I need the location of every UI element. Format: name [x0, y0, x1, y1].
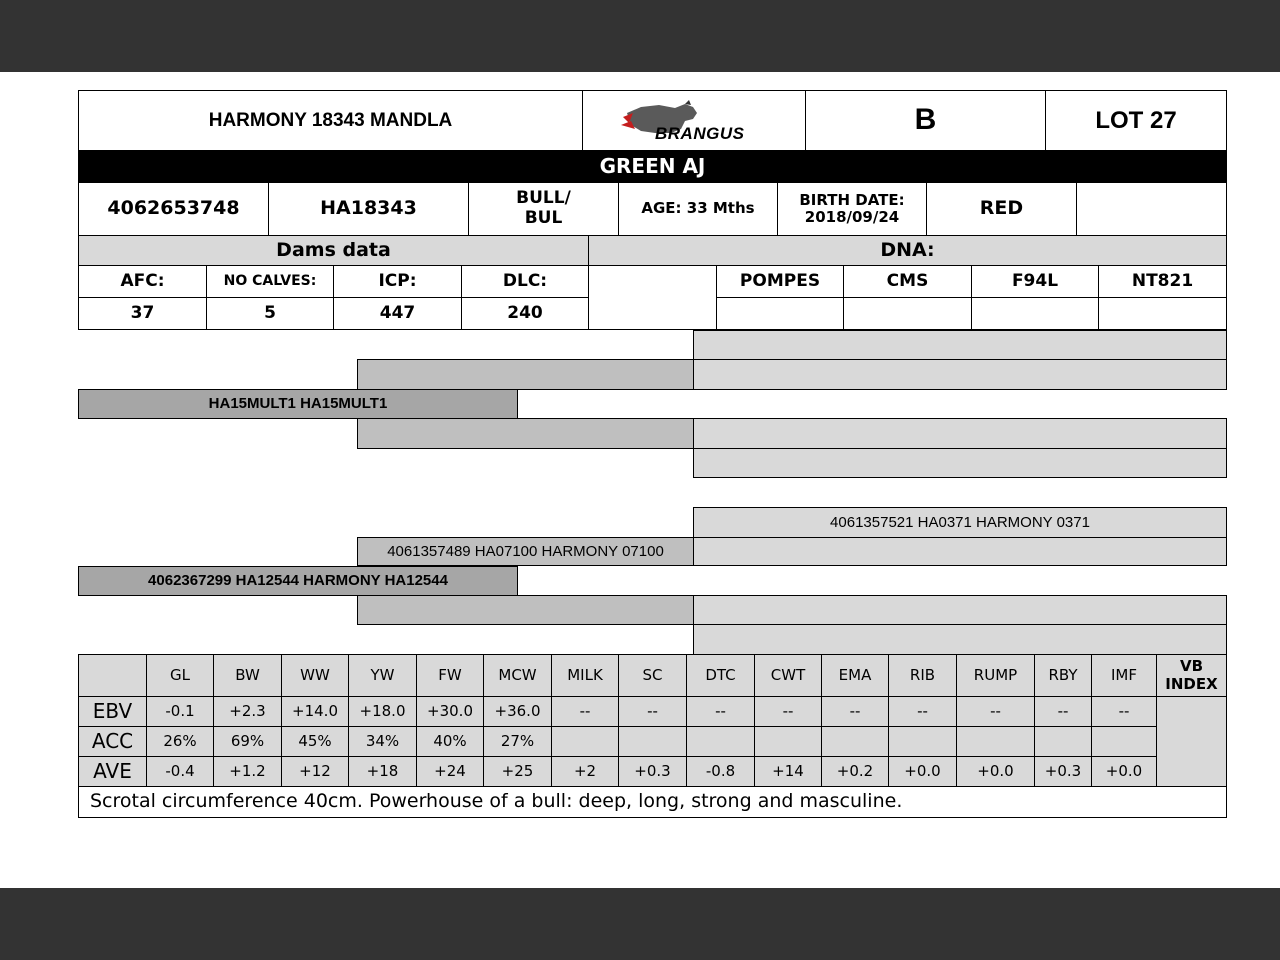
trait-value-ave-rib: +0.0 [888, 756, 957, 787]
trait-value-ebv-cwt: -- [754, 696, 822, 727]
trait-value-ave-dtc: -0.8 [686, 756, 755, 787]
dams-value-icp: 447 [333, 297, 462, 330]
pedigree-dam-sire-sire: 4061357521 HA0371 HARMONY 0371 [693, 507, 1227, 538]
dna-header-nt821: NT821 [1098, 265, 1227, 298]
trait-value-acc-rib [888, 726, 957, 757]
sex-line-1: BULL/ [516, 188, 571, 209]
trait-header-ww: WW [281, 654, 349, 697]
colour: RED [926, 182, 1077, 236]
pedigree-dam-sire: 4061357489 HA07100 HARMONY 07100 [357, 537, 694, 566]
dna-value-pompes [716, 297, 844, 330]
registration-number: 4062653748 [78, 182, 269, 236]
pedigree-ddd [693, 624, 1227, 655]
dams-value-dlc: 240 [461, 297, 589, 330]
birth-date-cell [777, 182, 927, 236]
vb-index-header [1156, 654, 1227, 697]
pedigree-dsd [693, 537, 1227, 566]
trait-row-label-ave: AVE [78, 756, 147, 787]
pedigree-ssd [693, 359, 1227, 390]
sex-line-2: BUL [524, 208, 563, 228]
trait-value-acc-mcw: 27% [483, 726, 552, 757]
pedigree-dam: 4062367299 HA12544 HARMONY HA12544 [78, 566, 518, 596]
birth-date-label: BIRTH DATE: [799, 190, 905, 209]
trait-value-acc-sc [618, 726, 687, 757]
dna-header-cms: CMS [843, 265, 972, 298]
trait-value-ebv-rib: -- [888, 696, 957, 727]
trait-value-ave-cwt: +14 [754, 756, 822, 787]
trait-row-label-ebv: EBV [78, 696, 147, 727]
trait-value-ebv-ww: +14.0 [281, 696, 349, 727]
dams-value-calves: 5 [206, 297, 334, 330]
birth-date: 2018/09/24 [804, 208, 900, 226]
top-dark-band [0, 0, 1280, 72]
trait-header-dtc: DTC [686, 654, 755, 697]
trait-value-ebv-fw: +30.0 [416, 696, 484, 727]
vb-index-value [1156, 696, 1227, 787]
brangus-logo [582, 90, 806, 151]
trait-value-ebv-yw: +18.0 [348, 696, 417, 727]
pedigree-sds [693, 418, 1227, 449]
trait-header-milk: MILK [551, 654, 619, 697]
pedigree-sd [357, 418, 694, 449]
lot-number: LOT 27 [1045, 90, 1227, 151]
pedigree-sdd [693, 448, 1227, 478]
trait-value-ave-fw: +24 [416, 756, 484, 787]
pedigree-dd [357, 595, 694, 625]
trait-value-ave-yw: +18 [348, 756, 417, 787]
vb-index-line-1: VB [1179, 657, 1204, 676]
trait-value-acc-dtc [686, 726, 755, 757]
trait-header-bw: BW [213, 654, 282, 697]
cattle-logo-icon [619, 99, 769, 143]
trait-value-ave-ww: +12 [281, 756, 349, 787]
trait-value-ave-imf: +0.0 [1091, 756, 1157, 787]
grade-letter: B [805, 90, 1046, 151]
trait-value-ave-rump: +0.0 [956, 756, 1035, 787]
trait-value-acc-milk [551, 726, 619, 757]
logo-text: BRANGUS [655, 123, 745, 143]
dna-value-f94l [971, 297, 1099, 330]
trait-header-gl: GL [146, 654, 214, 697]
trait-value-acc-gl: 26% [146, 726, 214, 757]
trait-value-ave-milk: +2 [551, 756, 619, 787]
trait-header-fw: FW [416, 654, 484, 697]
dna-value-cms [843, 297, 972, 330]
trait-value-acc-rby [1034, 726, 1092, 757]
pedigree-ss [357, 359, 694, 390]
trait-header-cwt: CWT [754, 654, 822, 697]
dams-header-icp: ICP: [333, 265, 462, 298]
trait-value-ave-rby: +0.3 [1034, 756, 1092, 787]
trait-header-mcw: MCW [483, 654, 552, 697]
trait-value-acc-rump [956, 726, 1035, 757]
trait-value-ebv-gl: -0.1 [146, 696, 214, 727]
dams-header-calves: NO CALVES: [206, 265, 334, 298]
tattoo-number: HA18343 [268, 182, 469, 236]
trait-row-label-acc: ACC [78, 726, 147, 757]
pedigree-sire: HA15MULT1 HA15MULT1 [78, 389, 518, 419]
comment-text: Scrotal circumference 40cm. Powerhouse of a bull: deep, long, strong and masculine. [78, 786, 1227, 818]
animal-name: HARMONY 18343 MANDLA [78, 90, 583, 151]
dams-value-afc: 37 [78, 297, 207, 330]
trait-value-ebv-rump: -- [956, 696, 1035, 727]
traits-corner [78, 654, 147, 697]
vb-index-line-2: INDEX [1165, 674, 1218, 693]
trait-value-acc-ema [821, 726, 889, 757]
trait-value-ebv-bw: +2.3 [213, 696, 282, 727]
trait-value-ebv-imf: -- [1091, 696, 1157, 727]
trait-value-ave-mcw: +25 [483, 756, 552, 787]
dna-header-pompes: POMPES [716, 265, 844, 298]
owner-name: GREEN AJ [78, 150, 1227, 183]
trait-value-acc-ww: 45% [281, 726, 349, 757]
dna-value-nt821 [1098, 297, 1227, 330]
trait-value-ave-bw: +1.2 [213, 756, 282, 787]
trait-value-ave-gl: -0.4 [146, 756, 214, 787]
dams-header-dlc: DLC: [461, 265, 589, 298]
trait-header-rib: RIB [888, 654, 957, 697]
trait-value-ave-ema: +0.2 [821, 756, 889, 787]
trait-header-rby: RBY [1034, 654, 1092, 697]
dams-header-afc: AFC: [78, 265, 207, 298]
trait-value-ave-sc: +0.3 [618, 756, 687, 787]
pedigree-sss [693, 330, 1227, 360]
trait-header-imf: IMF [1091, 654, 1157, 697]
info-extra-cell [1076, 182, 1227, 236]
dna-title: DNA: [588, 235, 1227, 266]
trait-value-ebv-milk: -- [551, 696, 619, 727]
trait-value-acc-yw: 34% [348, 726, 417, 757]
trait-value-acc-bw: 69% [213, 726, 282, 757]
trait-value-acc-cwt [754, 726, 822, 757]
dna-blank-cell [588, 265, 717, 330]
trait-header-rump: RUMP [956, 654, 1035, 697]
trait-value-ebv-rby: -- [1034, 696, 1092, 727]
trait-value-acc-imf [1091, 726, 1157, 757]
trait-value-ebv-sc: -- [618, 696, 687, 727]
trait-value-ebv-mcw: +36.0 [483, 696, 552, 727]
trait-header-yw: YW [348, 654, 417, 697]
age: AGE: 33 Mths [618, 182, 778, 236]
dams-data-title: Dams data [78, 235, 589, 266]
trait-header-ema: EMA [821, 654, 889, 697]
trait-header-sc: SC [618, 654, 687, 697]
trait-value-acc-fw: 40% [416, 726, 484, 757]
pedigree-dds [693, 595, 1227, 625]
trait-value-ebv-dtc: -- [686, 696, 755, 727]
trait-value-ebv-ema: -- [821, 696, 889, 727]
dna-header-f94l: F94L [971, 265, 1099, 298]
sex-cell [468, 182, 619, 236]
bottom-dark-band [0, 888, 1280, 960]
